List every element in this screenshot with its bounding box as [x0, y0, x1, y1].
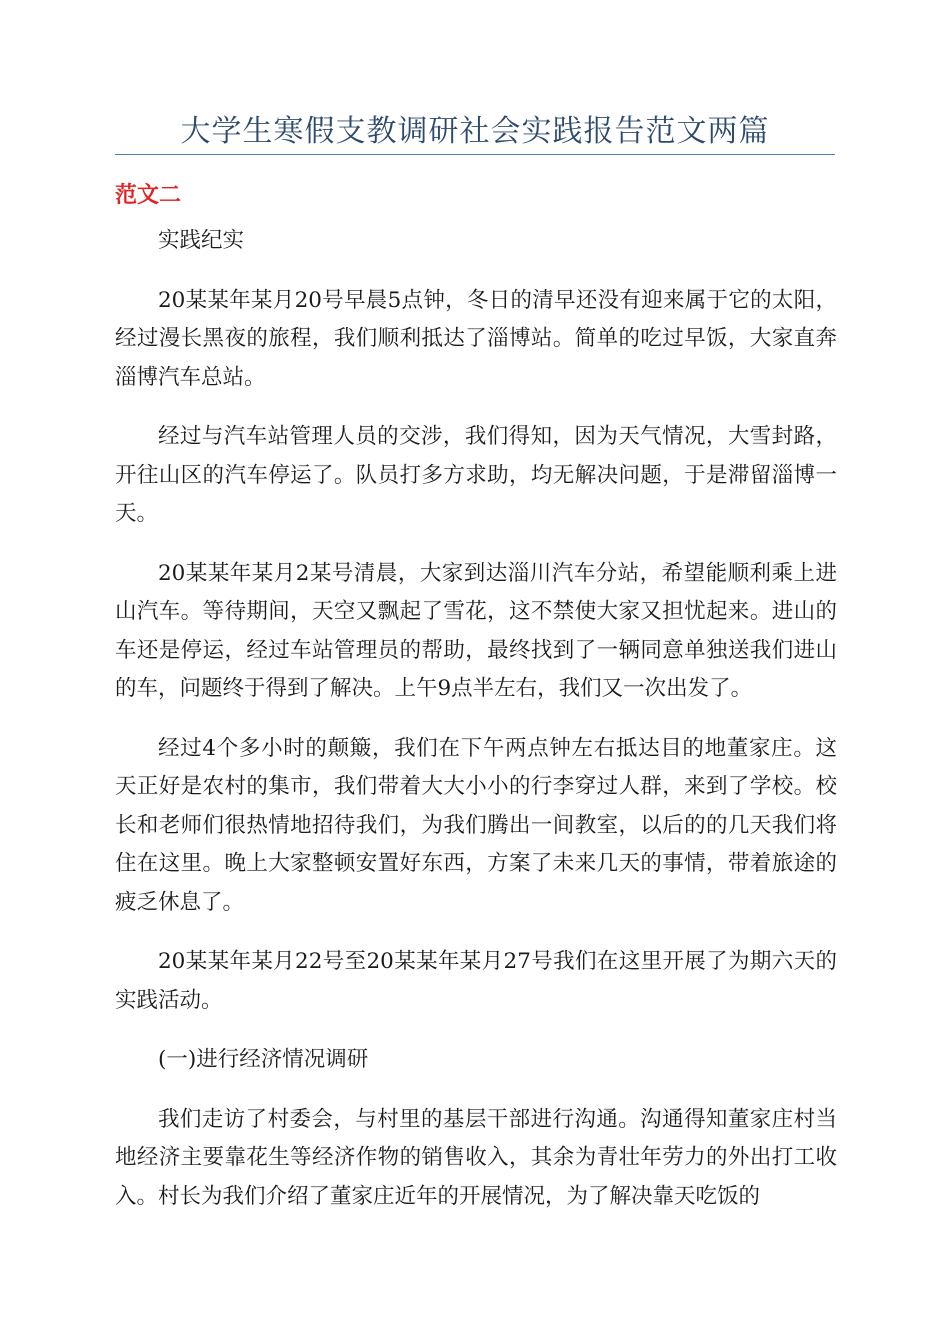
paragraph-subheading: (一)进行经济情况调研 [158, 1047, 369, 1072]
paragraph: 20某某年某月22号至20某某年某月27号我们在这里开展了为期六天的实践活动。 [115, 949, 837, 1013]
paragraph: 20某某年某月20号早晨5点钟，冬日的清早还没有迎来属于它的太阳，经过漫长黑夜的旅程，我们顺利抵达了淄博站。简单的吃过早饭，大家直奔淄博汽车总站。 [115, 287, 837, 390]
paragraph: 经过与汽车站管理人员的交涉，我们得知，因为天气情况，大雪封路，开往山区的汽车停运了。队员打多方求助，均无解决问题，于是滞留淄博一天。 [115, 424, 837, 526]
section-heading: 范文二 [115, 183, 182, 208]
paragraph: 20某某年某月2某号清晨，大家到达淄川汽车分站，希望能顺利乘上进山汽车。等待期间，天空又飘起了雪花，这不禁使大家又担忧起来。进山的车还是停运，经过车站管理员的帮助，最终找到了一辆同意单独送我们进山的车，问题终于得到了解决。上午9点半左右，我们又一次出发了。 [115, 560, 837, 701]
title-underline [115, 154, 835, 155]
paragraph-subheading: 实践纪实 [158, 228, 245, 253]
document-body [115, 222, 837, 1237]
paragraph: 经过4个多小时的颠簸，我们在下午两点钟左右抵达目的地董家庄。这天正好是农村的集市，我们带着大大小小的行李穿过人群，来到了学校。校长和老师们很热情地招待我们，为我们腾出一间教室，以后的的几天我们将住在这里。晚上大家整顿安置好东西，方案了未来几天的事情，带着旅途的疲乏休息了。 [115, 735, 837, 915]
document-title: 大学生寒假支教调研社会实践报告范文两篇 [180, 114, 770, 149]
paragraph: 我们走访了村委会，与村里的基层干部进行沟通。沟通得知董家庄村当地经济主要靠花生等经济作物的销售收入，其余为青壮年劳力的外出打工收入。村长为我们介绍了董家庄近年的开展情况，为了解决靠天吃饭的 [115, 1106, 837, 1209]
